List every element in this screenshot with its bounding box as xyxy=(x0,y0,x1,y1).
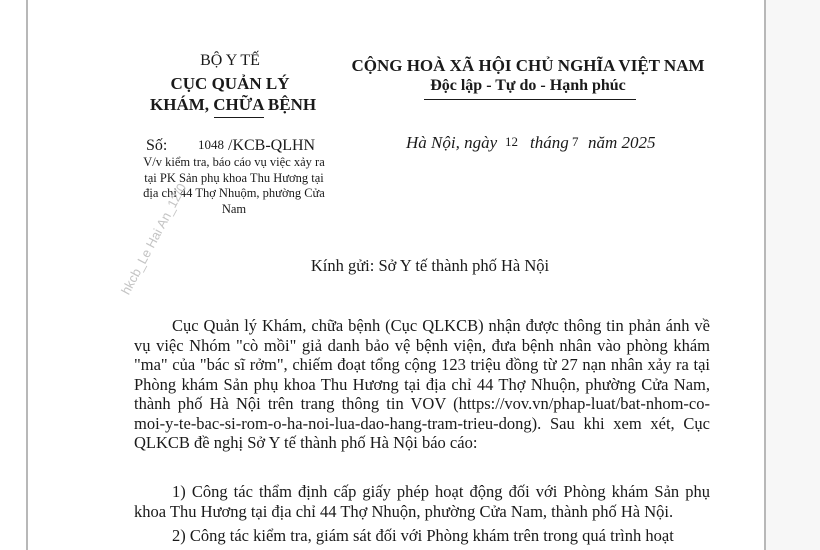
page-edge-left xyxy=(26,0,28,550)
agency-name-line1: CỤC QUẢN LÝ xyxy=(170,74,290,93)
national-title: CỘNG HOÀ XÃ HỘI CHỦ NGHĨA VIỆT NAM xyxy=(351,56,705,75)
recipient-line: Kính gửi: Sở Y tế thành phố Hà Nội xyxy=(310,256,550,275)
date-place-prefix: Hà Nội, ngày xyxy=(406,133,498,152)
national-motto: Độc lập - Tự do - Hạnh phúc xyxy=(430,77,626,94)
reference-label: Số: xyxy=(146,137,168,154)
body-paragraph-3: 2) Công tác kiểm tra, giám sát đối với Phòng khám trên trong quá trình hoạt xyxy=(172,526,674,545)
date-month-label: tháng xyxy=(530,133,569,152)
reference-suffix: /KCB-QLHN xyxy=(228,137,316,154)
date-month: 7 xyxy=(572,134,579,149)
reference-number: 1048 xyxy=(198,137,224,152)
watermark: hkcb_Le Hai An_12/0 xyxy=(118,180,190,298)
document-subject: V/v kiểm tra, báo cáo vụ việc xảy ra tại PK Sản phụ khoa Thu Hương tại địa chỉ 44 Thợ Nhuộm, phường Cửa Nam xyxy=(143,155,325,216)
agency-name-line2: KHÁM, CHỮA BỆNH xyxy=(150,95,317,114)
page-edge-right xyxy=(764,0,766,550)
body-paragraph-1: Cục Quản lý Khám, chữa bệnh (Cục QLKCB) nhận được thông tin phản ánh về vụ việc Nhóm "cò mồi" giả danh bảo vệ bệnh viện, đưa bệnh nhân vào phòng khám "ma" của "bác sĩ rởm", chiếm đoạt tổng cộng 123 triệu đồng từ 27 nạn nhân xảy ra tại Phòng khám Sản phụ khoa Thu Hương tại địa chỉ 44 Thợ Nhuộn, phường Cửa Nam, thành phố Hà Nội trên trang thông tin VOV (https://vov.vn/phap-luat/bat-nhom-co-moi-y-te-bac-si-rom-o-ha-noi-lua-dao-hang-tram-trieu-dong). Sau khi xem xét, Cục QLKCB đề nghị Sở Y tế thành phố Hà Nội báo cáo: xyxy=(134,316,710,452)
date-day: 12 xyxy=(505,134,518,149)
date-year: năm 2025 xyxy=(588,133,656,152)
agency-underline xyxy=(214,117,264,118)
agency-parent: BỘ Y TẾ xyxy=(200,52,260,69)
viewer-background xyxy=(766,0,820,550)
motto-underline xyxy=(424,99,636,100)
body-paragraph-2: 1) Công tác thẩm định cấp giấy phép hoạt động đối với Phòng khám Sản phụ khoa Thu Hương tại địa chỉ 44 Thợ Nhuộn, phường Cửa Nam, thành phố Hà Nội. xyxy=(134,482,710,521)
